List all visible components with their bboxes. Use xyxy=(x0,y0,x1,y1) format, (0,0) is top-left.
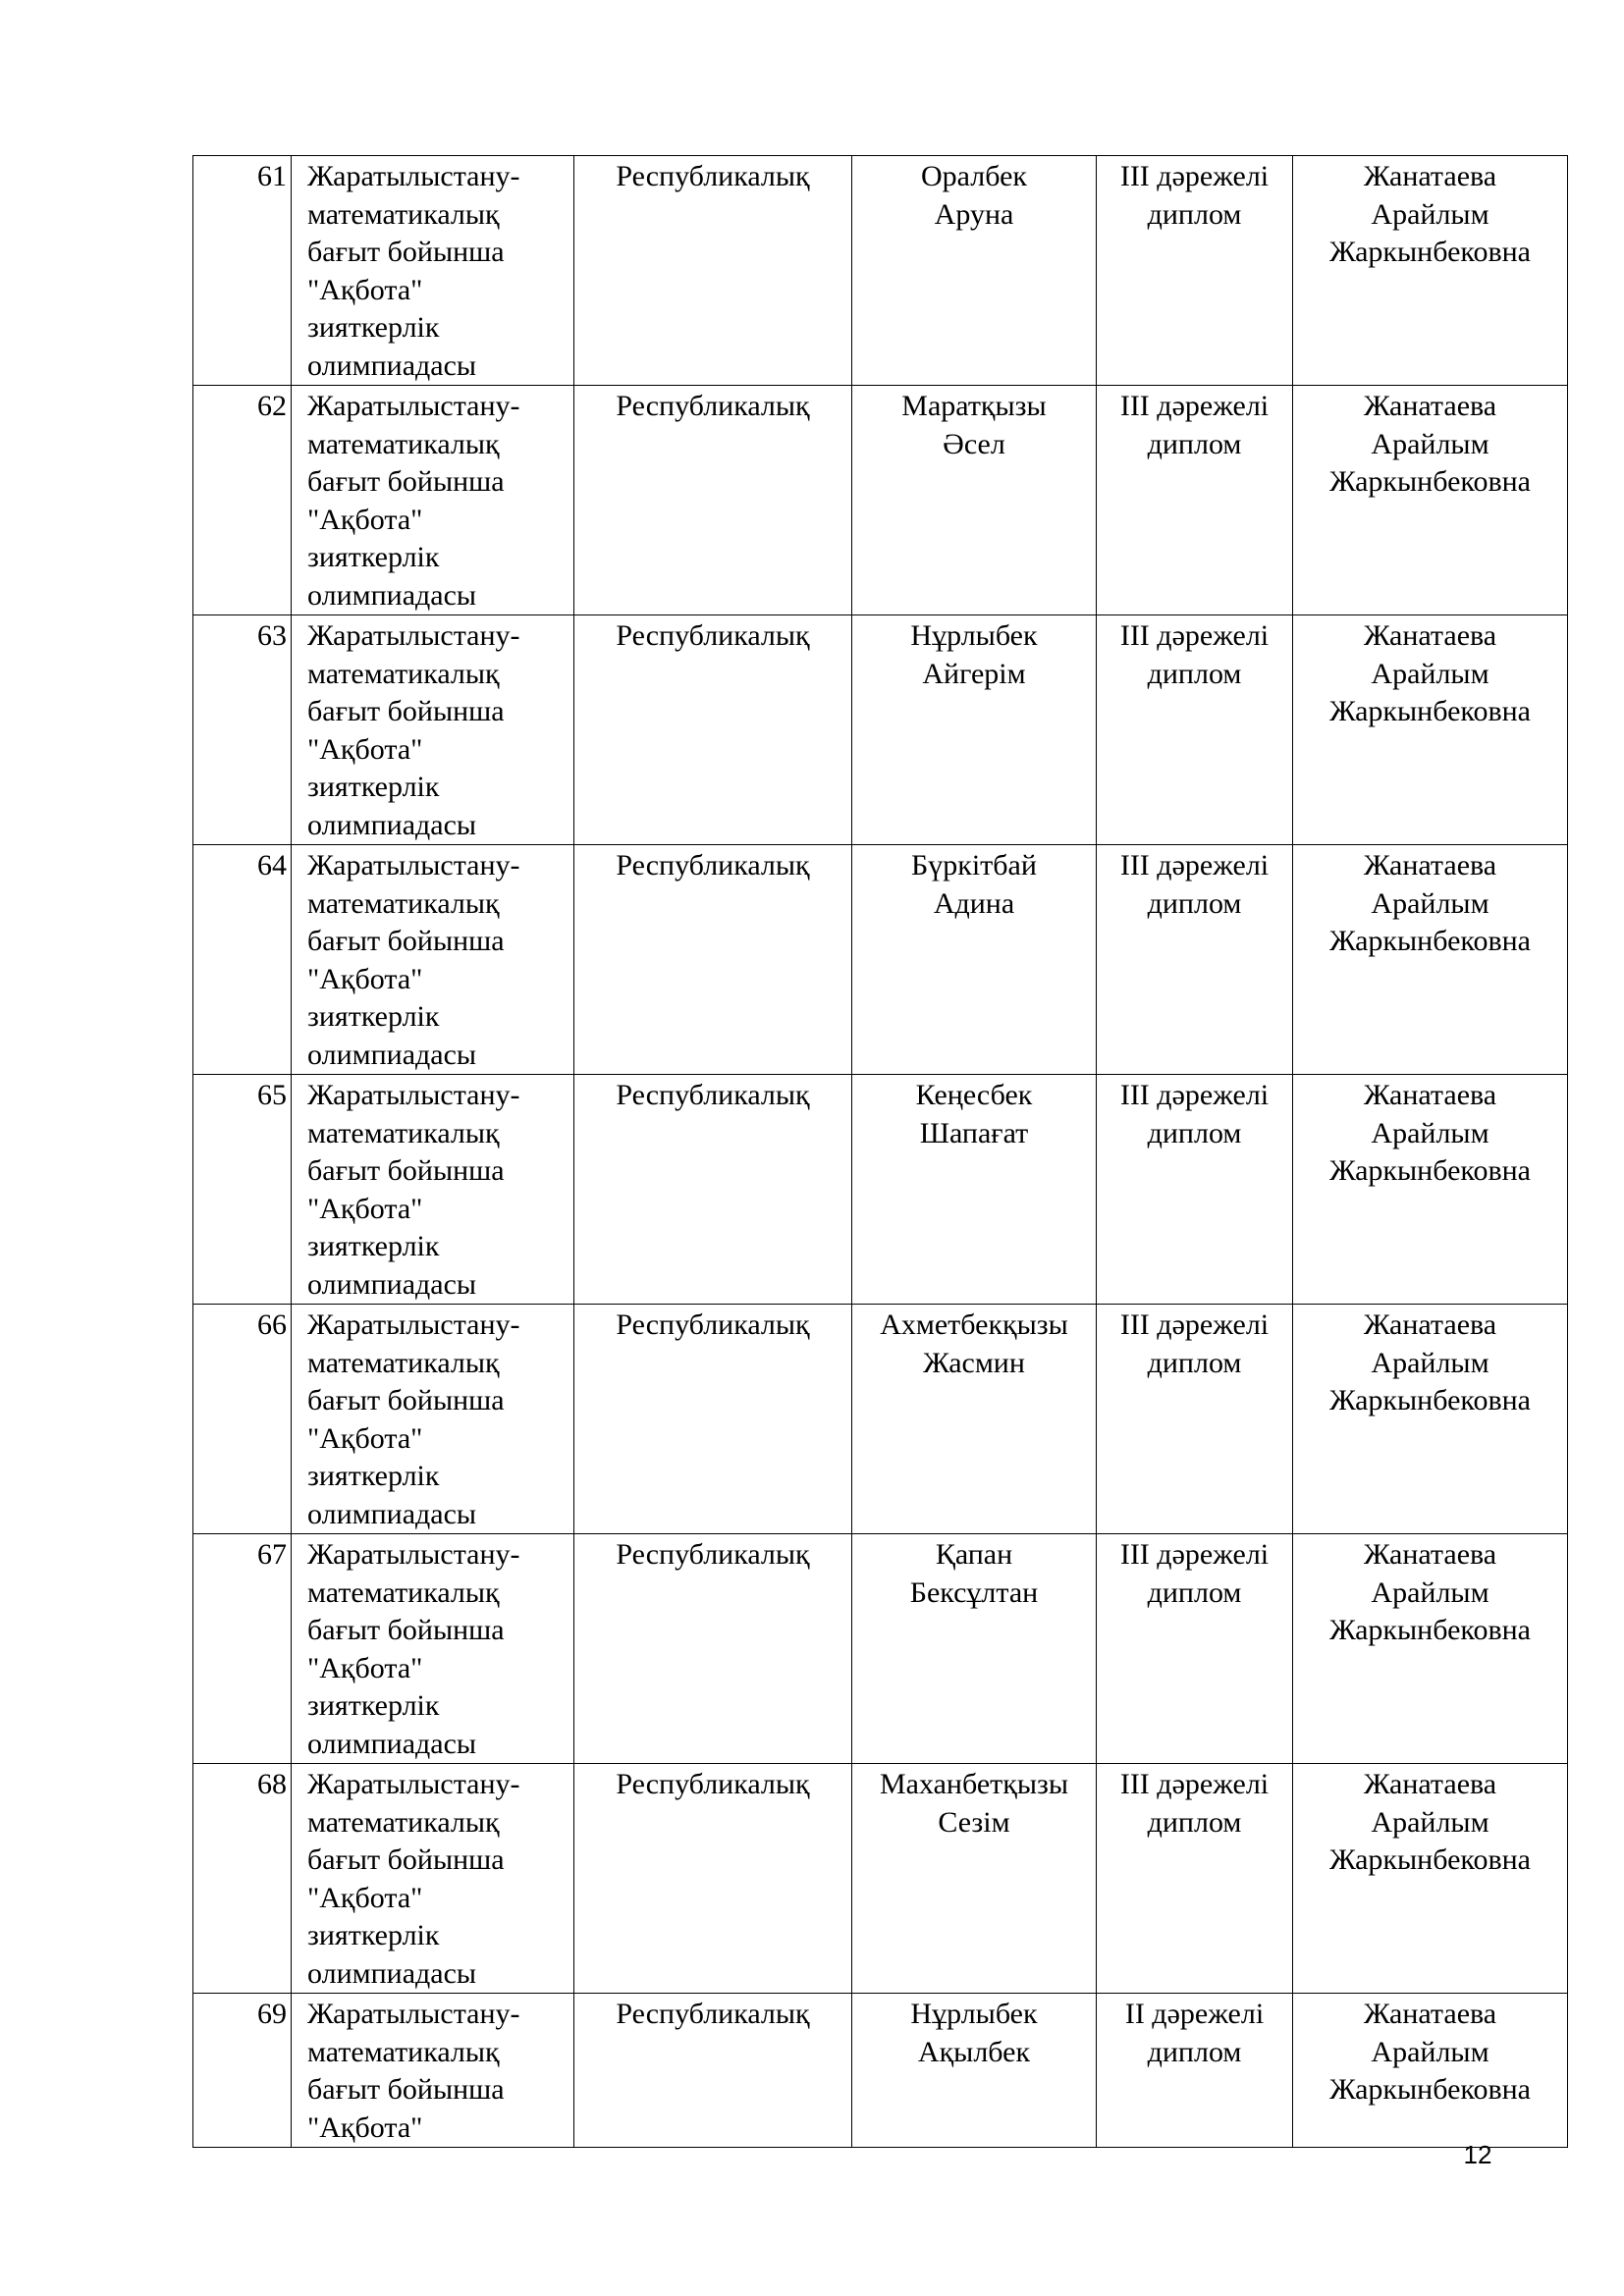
award-line: диплом xyxy=(1147,657,1242,690)
teacher-name-line: Арайлым xyxy=(1371,1346,1489,1379)
award-line: ІІІ дәрежелі xyxy=(1119,1308,1270,1341)
student-name-line: Шапағат xyxy=(919,1116,1029,1149)
student-name-cell xyxy=(852,156,1097,386)
student-name-cell xyxy=(852,615,1097,845)
level-cell: Республикалық xyxy=(574,1534,852,1764)
teacher-name-line: Жанатаева xyxy=(1363,849,1497,881)
teacher-name-cell xyxy=(1293,1994,1568,2148)
olympiad-name-line: бағыт бойынша xyxy=(307,2073,505,2106)
olympiad-name-line: математикалық xyxy=(307,886,500,920)
level-cell: Республикалық xyxy=(574,1994,852,2148)
olympiad-name-cell xyxy=(292,156,574,386)
row-number-cell: 69 xyxy=(193,1994,292,2148)
student-name-cell xyxy=(852,1994,1097,2148)
olympiad-name-line: бағыт бойынша xyxy=(307,1843,505,1876)
teacher-name-cell xyxy=(1293,1305,1568,1534)
table-row xyxy=(193,156,1568,386)
student-name-line: Әсел xyxy=(943,427,1005,460)
teacher-name-line: Арайлым xyxy=(1371,1575,1489,1609)
student-name-line: Нұрлыбек xyxy=(910,1998,1038,2030)
level-cell: Республикалық xyxy=(574,845,852,1075)
student-name-line: Нұрлыбек xyxy=(910,619,1038,652)
table-row xyxy=(193,386,1568,615)
olympiad-name-line: Жаратылыстану- xyxy=(307,619,520,652)
olympiad-name-line: зияткерлік xyxy=(307,1000,440,1033)
olympiad-name-line: "Ақбота" xyxy=(307,1651,423,1684)
olympiad-name-line: математикалық xyxy=(307,2035,500,2068)
award-cell xyxy=(1097,386,1293,615)
award-cell xyxy=(1097,845,1293,1075)
student-name-line: Кеңесбек xyxy=(915,1079,1033,1111)
teacher-name-line: Арайлым xyxy=(1371,886,1489,920)
award-cell xyxy=(1097,615,1293,845)
student-name-line: Қапан xyxy=(935,1538,1013,1571)
row-number-cell: 68 xyxy=(193,1764,292,1994)
olympiad-name-line: олимпиадасы xyxy=(307,1727,477,1760)
award-line: диплом xyxy=(1147,1346,1242,1379)
teacher-name-line: Жанатаева xyxy=(1363,1768,1497,1800)
olympiad-name-line: Жаратылыстану- xyxy=(307,1538,520,1571)
award-line: диплом xyxy=(1147,1116,1242,1149)
award-line: диплом xyxy=(1147,886,1242,920)
olympiad-name-cell xyxy=(292,1534,574,1764)
olympiad-name-line: олимпиадасы xyxy=(307,578,477,612)
award-line: диплом xyxy=(1147,2035,1242,2068)
olympiad-name-line: "Ақбота" xyxy=(307,962,423,995)
olympiad-name-cell xyxy=(292,1764,574,1994)
award-line: диплом xyxy=(1147,1805,1242,1839)
teacher-name-cell xyxy=(1293,1534,1568,1764)
olympiad-name-line: бағыт бойынша xyxy=(307,1614,505,1646)
olympiad-name-line: бағыт бойынша xyxy=(307,695,505,727)
award-line: ІІІ дәрежелі xyxy=(1119,1768,1270,1800)
teacher-name-line: Арайлым xyxy=(1371,2035,1489,2068)
student-name-cell xyxy=(852,386,1097,615)
olympiad-name-line: математикалық xyxy=(307,657,500,690)
teacher-name-line: Арайлым xyxy=(1371,197,1489,231)
teacher-name-line: Жанатаева xyxy=(1363,390,1497,422)
olympiad-name-line: "Ақбота" xyxy=(307,503,423,536)
olympiad-name-line: Жаратылыстану- xyxy=(307,1308,520,1341)
teacher-name-line: Жанатаева xyxy=(1363,1538,1497,1571)
olympiad-name-line: бағыт бойынша xyxy=(307,1154,505,1187)
olympiad-name-line: зияткерлік xyxy=(307,541,440,573)
student-name-cell xyxy=(852,1075,1097,1305)
olympiad-name-cell xyxy=(292,1075,574,1305)
row-number-cell: 64 xyxy=(193,845,292,1075)
olympiad-name-line: зияткерлік xyxy=(307,1689,440,1722)
teacher-name-line: Жаркынбековна xyxy=(1328,695,1531,727)
olympiad-name-line: математикалық xyxy=(307,1575,500,1609)
teacher-name-cell xyxy=(1293,845,1568,1075)
row-number-cell: 63 xyxy=(193,615,292,845)
olympiad-name-line: олимпиадасы xyxy=(307,1497,477,1530)
olympiad-name-line: олимпиадасы xyxy=(307,348,477,382)
student-name-cell xyxy=(852,1534,1097,1764)
teacher-name-line: Жанатаева xyxy=(1363,1079,1497,1111)
award-cell xyxy=(1097,1305,1293,1534)
level-cell: Республикалық xyxy=(574,386,852,615)
award-cell xyxy=(1097,156,1293,386)
level-cell: Республикалық xyxy=(574,615,852,845)
olympiad-name-line: математикалық xyxy=(307,427,500,460)
student-name-cell xyxy=(852,1764,1097,1994)
table-row xyxy=(193,1075,1568,1305)
student-name-line: Оралбек xyxy=(921,160,1027,192)
teacher-name-line: Жаркынбековна xyxy=(1328,1614,1531,1646)
student-name-line: Ақылбек xyxy=(917,2035,1031,2068)
student-name-cell xyxy=(852,845,1097,1075)
award-line: ІІІ дәрежелі xyxy=(1119,1538,1270,1571)
teacher-name-line: Жаркынбековна xyxy=(1328,1843,1531,1876)
olympiad-name-line: бағыт бойынша xyxy=(307,236,505,268)
level-cell: Республикалық xyxy=(574,1764,852,1994)
olympiad-name-line: бағыт бойынша xyxy=(307,465,505,498)
olympiad-name-line: "Ақбота" xyxy=(307,1881,423,1914)
olympiad-name-line: математикалық xyxy=(307,197,500,231)
award-cell xyxy=(1097,1994,1293,2148)
student-name-line: Айгерім xyxy=(922,657,1026,690)
student-name-line: Ахметбекқызы xyxy=(880,1308,1068,1341)
award-line: ІІІ дәрежелі xyxy=(1119,390,1270,422)
award-line: ІІІ дәрежелі xyxy=(1119,1079,1270,1111)
award-line: диплом xyxy=(1147,197,1242,231)
level-cell: Республикалық xyxy=(574,1075,852,1305)
teacher-name-line: Жанатаева xyxy=(1363,619,1497,652)
teacher-name-line: Жаркынбековна xyxy=(1328,2073,1531,2106)
row-number-cell: 65 xyxy=(193,1075,292,1305)
olympiad-name-line: "Ақбота" xyxy=(307,1421,423,1455)
level-cell: Республикалық xyxy=(574,156,852,386)
olympiad-name-line: "Ақбота" xyxy=(307,732,423,766)
student-name-line: Аруна xyxy=(934,197,1014,231)
olympiad-name-line: математикалық xyxy=(307,1116,500,1149)
teacher-name-cell xyxy=(1293,1764,1568,1994)
olympiad-name-line: Жаратылыстану- xyxy=(307,1079,520,1111)
olympiad-name-line: "Ақбота" xyxy=(307,2110,423,2144)
award-line: диплом xyxy=(1147,1575,1242,1609)
olympiad-name-line: "Ақбота" xyxy=(307,1192,423,1225)
table-row xyxy=(193,1305,1568,1534)
student-name-line: Бүркітбай xyxy=(911,849,1037,881)
olympiad-name-line: Жаратылыстану- xyxy=(307,160,520,192)
olympiad-name-line: олимпиадасы xyxy=(307,808,477,841)
olympiad-name-line: олимпиадасы xyxy=(307,1267,477,1301)
teacher-name-line: Жаркынбековна xyxy=(1328,465,1531,498)
award-line: ІІ дәрежелі xyxy=(1124,1998,1265,2030)
student-name-line: Маратқызы xyxy=(901,390,1047,422)
olympiad-name-line: зияткерлік xyxy=(307,311,440,344)
student-name-line: Сезім xyxy=(938,1805,1010,1839)
teacher-name-line: Арайлым xyxy=(1371,657,1489,690)
olympiad-name-line: бағыт бойынша xyxy=(307,1384,505,1416)
teacher-name-line: Жанатаева xyxy=(1363,1998,1497,2030)
teacher-name-cell xyxy=(1293,386,1568,615)
award-line: диплом xyxy=(1147,427,1242,460)
olympiad-name-cell xyxy=(292,845,574,1075)
row-number-cell: 62 xyxy=(193,386,292,615)
row-number-cell: 67 xyxy=(193,1534,292,1764)
olympiad-name-line: олимпиадасы xyxy=(307,1038,477,1071)
student-name-line: Маханбетқызы xyxy=(880,1768,1068,1800)
row-number-cell: 61 xyxy=(193,156,292,386)
page-number: 12 xyxy=(1463,2140,1492,2169)
olympiad-name-line: математикалық xyxy=(307,1346,500,1379)
teacher-name-line: Жаркынбековна xyxy=(1328,1154,1531,1187)
award-cell xyxy=(1097,1764,1293,1994)
teacher-name-line: Жаркынбековна xyxy=(1328,1384,1531,1416)
award-line: ІІІ дәрежелі xyxy=(1119,160,1270,192)
olympiad-name-cell xyxy=(292,1994,574,2148)
olympiad-name-line: зияткерлік xyxy=(307,1460,440,1492)
table-row xyxy=(193,615,1568,845)
award-cell xyxy=(1097,1075,1293,1305)
table-row xyxy=(193,845,1568,1075)
olympiad-name-line: Жаратылыстану- xyxy=(307,1768,520,1800)
olympiad-name-line: бағыт бойынша xyxy=(307,925,505,957)
olympiad-name-line: Жаратылыстану- xyxy=(307,1998,520,2030)
award-line: ІІІ дәрежелі xyxy=(1119,849,1270,881)
teacher-name-line: Арайлым xyxy=(1371,1805,1489,1839)
olympiad-name-line: олимпиадасы xyxy=(307,1956,477,1990)
olympiad-name-line: математикалық xyxy=(307,1805,500,1839)
student-name-line: Жасмин xyxy=(923,1346,1025,1379)
award-cell xyxy=(1097,1534,1293,1764)
olympiad-name-line: зияткерлік xyxy=(307,771,440,803)
olympiad-name-line: Жаратылыстану- xyxy=(307,849,520,881)
olympiad-name-cell xyxy=(292,1305,574,1534)
student-name-line: Бексұлтан xyxy=(909,1575,1039,1609)
table-row xyxy=(193,1994,1568,2148)
table-row xyxy=(193,1534,1568,1764)
table-row xyxy=(193,1764,1568,1994)
teacher-name-cell xyxy=(1293,1075,1568,1305)
level-cell: Республикалық xyxy=(574,1305,852,1534)
teacher-name-cell xyxy=(1293,615,1568,845)
olympiad-name-line: зияткерлік xyxy=(307,1919,440,1951)
olympiad-name-line: зияткерлік xyxy=(307,1230,440,1262)
olympiad-name-line: "Ақбота" xyxy=(307,273,423,306)
table-body xyxy=(193,156,1568,2148)
teacher-name-line: Жаркынбековна xyxy=(1328,925,1531,957)
student-name-line: Адина xyxy=(933,886,1015,920)
olympiad-name-cell xyxy=(292,615,574,845)
olympiad-name-line: Жаратылыстану- xyxy=(307,390,520,422)
teacher-name-line: Арайлым xyxy=(1371,1116,1489,1149)
teacher-name-line: Жаркынбековна xyxy=(1328,236,1531,268)
olympiad-results-table xyxy=(192,155,1568,2148)
teacher-name-cell xyxy=(1293,156,1568,386)
olympiad-name-cell xyxy=(292,386,574,615)
teacher-name-line: Арайлым xyxy=(1371,427,1489,460)
student-name-cell xyxy=(852,1305,1097,1534)
teacher-name-line: Жанатаева xyxy=(1363,160,1497,192)
teacher-name-line: Жанатаева xyxy=(1363,1308,1497,1341)
row-number-cell: 66 xyxy=(193,1305,292,1534)
award-line: ІІІ дәрежелі xyxy=(1119,619,1270,652)
